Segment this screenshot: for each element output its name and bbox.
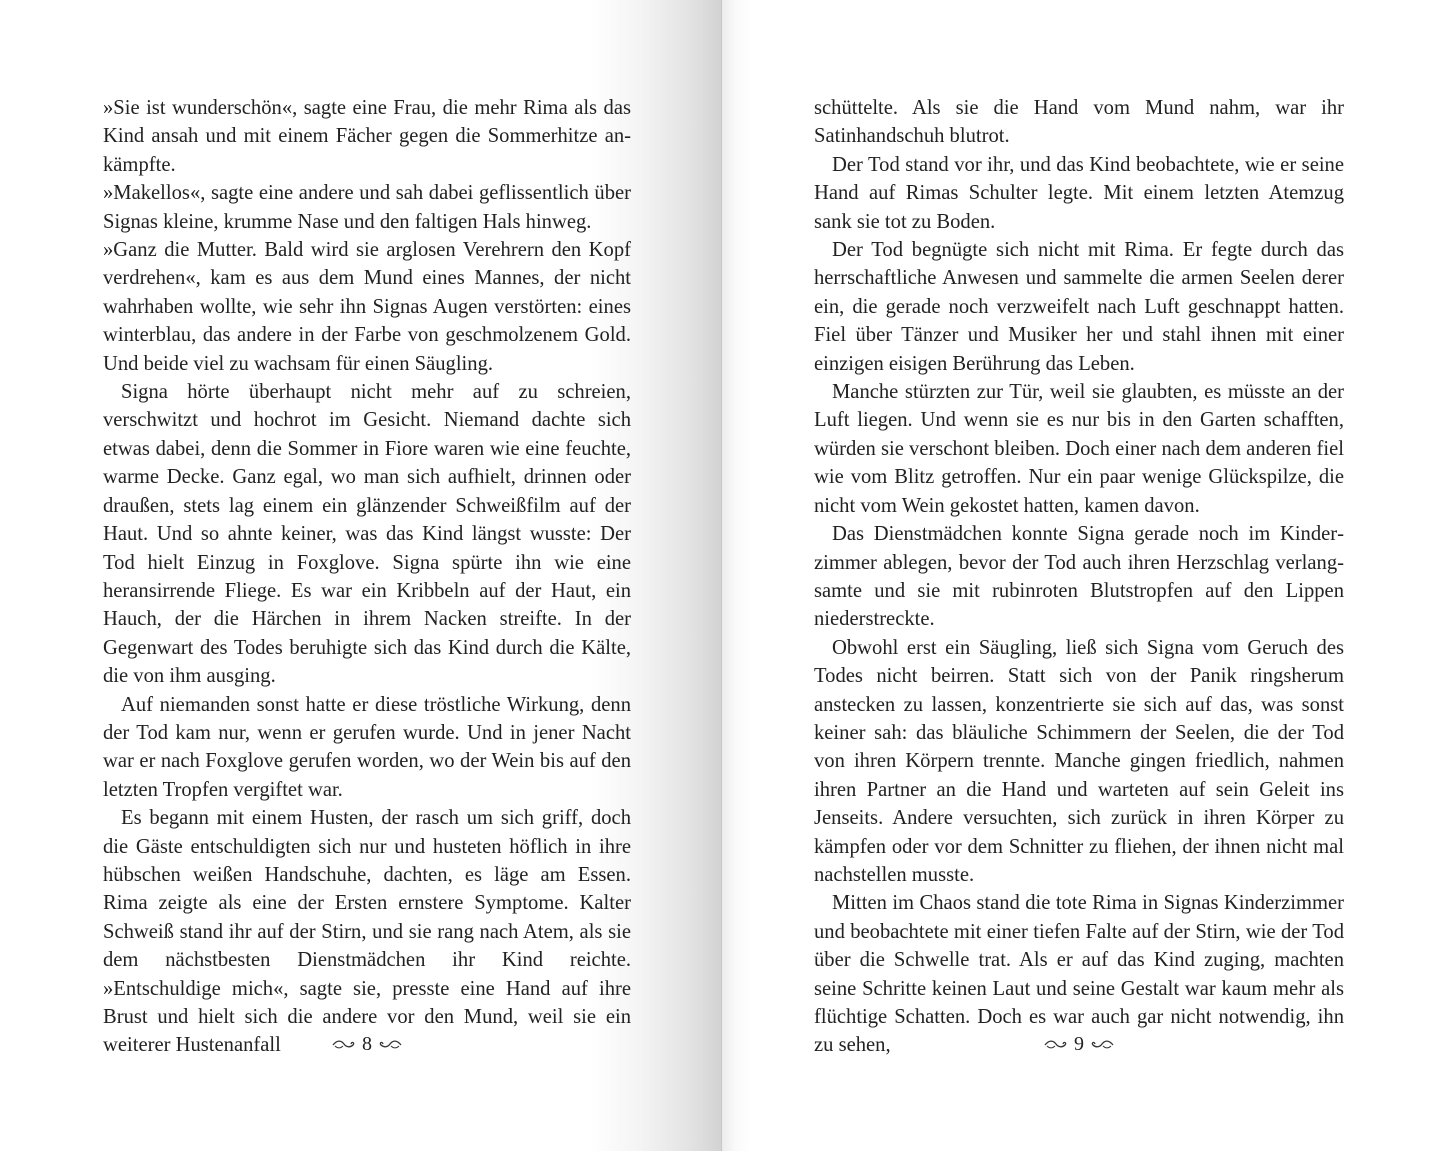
page-number-footer [1009,1033,1149,1056]
right-page-text [814,94,1344,1060]
paragraph: Manche stürzten zur Tür, weil sie glaubten, es müsste an der Luft liegen. Und wenn sie es nur bis in den Garten schafften, würden sie verschont bleiben. Doch einer nach dem anderen fiel wie vom Blitz getroffen. Nur ein paar wenige Glückspilze, die nicht vom Wein gekostet hatten, kamen davon. [814,381,1344,517]
flourish-right-icon [376,1039,402,1051]
paragraph: Mitten im Chaos stand die tote Rima in Signas Kinderzimmer und beobachtete mit einer tiefen Falte auf der Stirn, wie der Tod über die Schwelle trat. Als er auf das Kind zuging, machten seine Schritte keinen Laut und seine Gestalt war kaum mehr als flüchtige Schatten. Doch es war auch gar nicht notwendig, ihn zu sehen, [814,892,1344,1057]
flourish-right-icon [1088,1039,1114,1051]
paragraph: schüttelte. Als sie die Hand vom Mund nahm, war ihr Satinhandschuh blutrot. [814,97,1344,148]
paragraph: Der Tod stand vor ihr, und das Kind beobachtete, wie er seine Hand auf Rimas Schulter legte. Mit einem letzten Atemzug sank sie tot zu Boden. [814,153,1344,233]
page-number: 8 [362,1033,372,1055]
paragraph: Signa hörte überhaupt nicht mehr auf zu schreien, verschwitzt und hochrot im Gesicht. Niemand dachte sich etwas dabei, denn die Sommer in Fiore waren wie eine feuchte, warme Decke. Ganz egal, wo man sich aufhielt, drinnen oder draußen, stets lag einem ein glänzender Schweißfilm auf der Haut. Und so ahnte keiner, was das Kind längst wusste: Der Tod hielt Einzug in Foxglove. Signa spürte ihn wie eine heransirrende Fliege. Es war ein Kribbeln auf der Haut, ein Hauch, der die Härchen in ihrem Nacken streifte. In der Gegenwart des Todes beruhigte sich das Kind durch die Kälte, die von ihm ausging. [103,381,631,688]
paragraph: »Sie ist wunderschön«, sagte eine Frau, die mehr Rima als das Kind ansah und mit einem Fächer gegen die Sommerhitze ankämpfte. [103,97,631,176]
page-number-footer [297,1033,437,1056]
page-number: 9 [1074,1033,1084,1055]
right-page [722,0,1445,1151]
left-page-text [103,94,631,1060]
paragraph: Auf niemanden sonst hatte er diese tröstliche Wirkung, denn der Tod kam nur, wenn er gerufen wurde. Und in jener Nacht war er nach Foxglove gerufen worden, wo der Wein bis auf den letzten Tropfen vergiftet war. [103,693,631,801]
paragraph: Der Tod begnügte sich nicht mit Rima. Er fegte durch das herrschaftliche Anwesen und sammelte die armen Seelen derer ein, die gerade noch verzweifelt nach Luft geschnappt hatten. Fiel über Tänzer und Musiker her und stahl ihnen mit einer einzigen eisigen Berührung das Leben. [814,239,1344,375]
paragraph: Obwohl erst ein Säugling, ließ sich Signa vom Geruch des Todes nicht beirren. Statt sich von der Panik ringsherum anstecken zu lassen, konzentrierte sie sich auf das, was sonst keiner sah: das bläuliche Schimmern der Seelen, die der Tod von ihren Körpern trennte. Manche gingen friedlich, nahmen ihren Partner an die Hand und warteten auf sein Geleit ins Jenseits. Andere versuchten, sich zurück in ihren Körper zu kämpfen oder vor dem Schnitter zu fliehen, der ihnen nicht mal nachstellen musste. [814,636,1344,886]
paragraph: »Ganz die Mutter. Bald wird sie arglosen Verehrern den Kopf verdrehen«, kam es aus dem Mund eines Mannes, der nicht wahrhaben wollte, wie sehr ihn Signas Augen verstörten: eines winterblau, das andere in der Farbe von geschmolzenem Gold. Und beide viel zu wachsam für einen Säugling. [103,239,631,375]
flourish-left-icon [1044,1039,1070,1051]
paragraph: Es begann mit einem Husten, der rasch um sich griff, doch die Gäste entschuldigten sich nur und husteten höflich in ihre hübschen weißen Handschuhe, dachten, es läge am Essen. Rima zeigte als eine der Ersten ernstere Symptome. Kalter Schweiß stand ihr auf der Stirn, und sie rang nach Atem, als sie dem nächstbesten Dienstmädchen ihr Kind reichte. »Entschuldige mich«, sagte sie, presste eine Hand auf ihre Brust und hielt sich die andere vor den Mund, weil sie ein weiterer Hustenanfall [103,807,631,1057]
paragraph: Das Dienstmädchen konnte Signa gerade noch im Kinderzimmer ablegen, bevor der Tod auch ihren Herzschlag verlangsamte und sie mit rubinroten Blutstropfen auf den Lippen niederstreckte. [814,523,1344,631]
left-page [0,0,722,1151]
paragraph: »Makellos«, sagte eine andere und sah dabei geflissentlich über Signas kleine, krumme Nase und den faltigen Hals hinweg. [103,182,631,233]
flourish-left-icon [332,1039,358,1051]
